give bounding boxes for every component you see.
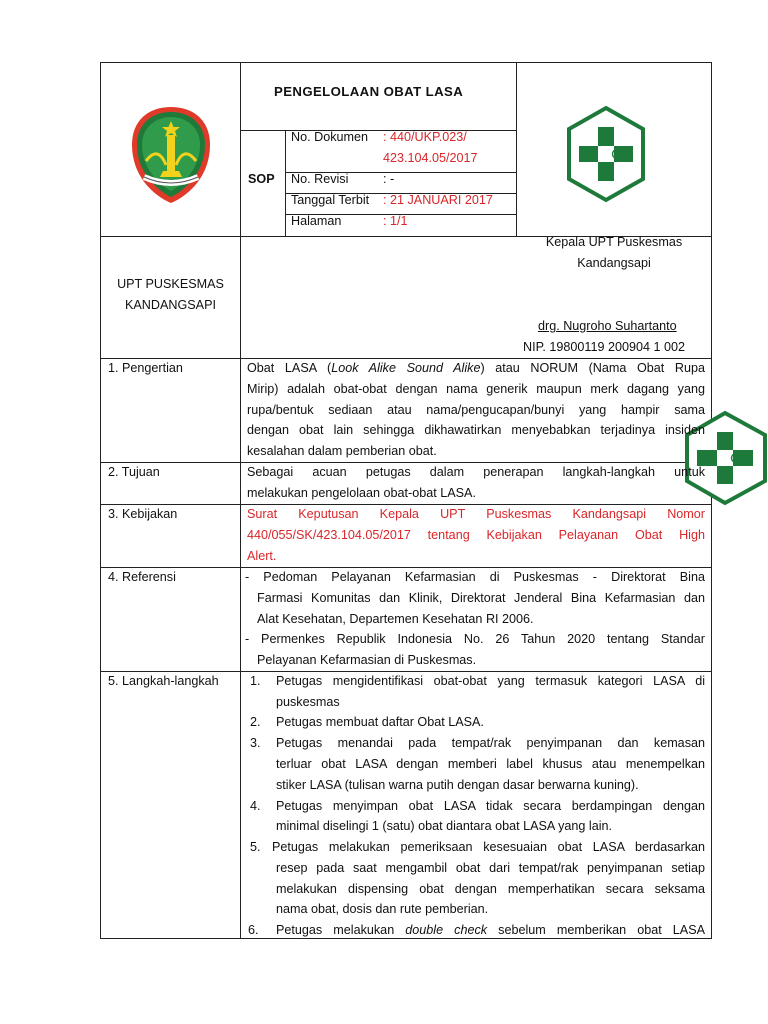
pengertian-line: rupa/bentuk sediaan atau nama/pengucapan/bunyi yang hampir sama	[247, 403, 705, 417]
doc-number-label: No. Dokumen	[291, 130, 368, 144]
document-title: PENGELOLAAN OBAT LASA	[274, 84, 464, 99]
referensi-line: - Pedoman Pelayanan Kefarmasian di Puskesmas - Direktorat Bina	[245, 570, 705, 584]
step-line: puskesmas	[276, 695, 340, 709]
step-number: 5.	[250, 840, 261, 854]
pengertian-line: Mirip) adalah obat-obat dengan nama generik maupun merk dagang yang	[247, 382, 705, 396]
tujuan-line: melakukan pengelolaan obat-obat LASA.	[247, 486, 476, 500]
issue-date-label: Tanggal Terbit	[291, 193, 370, 207]
pengertian-text: ) atau NORUM (Nama Obat Rupa	[480, 361, 705, 375]
step-number: 6.	[248, 923, 259, 937]
table-border-left	[100, 62, 101, 939]
referensi-line: Farmasi Komunitas dan Klinik, Direktorat Jenderal Bina Kefarmasian dan	[257, 591, 705, 605]
pengertian-line: dengan obat lain sehingga dikhawatirkan menyebabkan terjadinya insiden	[247, 423, 705, 437]
section-label-langkah: 5. Langkah-langkah	[108, 674, 219, 688]
revision-value: : -	[383, 172, 395, 186]
kebijakan-line: Surat Keputusan Kepala UPT Puskesmas Kandangsapi Nomor	[247, 507, 705, 521]
doc-number-value: : 440/UKP.023/	[383, 130, 467, 144]
puskesmas-logo	[565, 105, 647, 203]
pengertian-italic: Look Alike Sound Alike	[331, 361, 481, 375]
step-line: nama obat, dosis dan rute pemberian.	[276, 902, 489, 916]
step-line: Petugas melakukan pemeriksaan kesesuaian obat LASA berdasarkan	[272, 840, 705, 854]
head-nip: NIP. 19800119 200904 1 002	[523, 340, 686, 354]
step-line: resep pada saat mengambil obat dari tempat/rak penyimpanan setiap	[276, 861, 705, 875]
issue-date-value: : 21 JANUARI 2017	[383, 193, 493, 207]
step-line: minimal diselingi 1 (satu) obat diantara obat LASA yang lain.	[276, 819, 613, 833]
divider	[516, 62, 517, 236]
pengertian-line: kesalahan dalam pemberian obat.	[247, 444, 437, 458]
step-line: Petugas menandai pada tempat/rak penyimpanan dan kemasan	[276, 736, 705, 750]
page-value: : 1/1	[383, 214, 408, 228]
table-border-top	[100, 62, 712, 63]
head-title-cont: Kandangsapi	[577, 256, 651, 270]
kebijakan-line: 440/055/SK/423.104.05/2017 tentang Kebijakan Pelayanan Obat High	[247, 528, 705, 542]
org-name-cont: KANDANGSAPI	[125, 298, 216, 312]
step-text: sebelum memberikan obat LASA	[487, 923, 705, 937]
referensi-line: Alat Kesehatan, Departemen Kesehatan RI 2006.	[257, 612, 534, 626]
revision-label: No. Revisi	[291, 172, 349, 186]
step-number: 2.	[250, 715, 261, 729]
step-number: 4.	[250, 799, 261, 813]
step-line: melakukan dispensing obat dengan memperhatikan secara seksama	[276, 882, 705, 896]
pengertian-text: Obat LASA (	[247, 361, 332, 375]
kebijakan-line: Alert.	[247, 549, 277, 563]
step-line: stiker LASA (tulisan warna putih dengan dasar berwarna kuning).	[276, 778, 639, 792]
section-label-kebijakan: 3. Kebijakan	[108, 507, 178, 521]
sop-label: SOP	[248, 172, 275, 186]
step-line: Petugas mengidentifikasi obat-obat yang termasuk kategori LASA di	[276, 674, 705, 688]
divider	[285, 130, 286, 236]
step-text: Petugas melakukan	[276, 923, 406, 937]
step-number: 3.	[250, 736, 261, 750]
tujuan-line: Sebagai acuan petugas dalam penerapan langkah-langkah untuk	[247, 465, 705, 479]
step-line	[276, 920, 705, 941]
org-name: UPT PUSKESMAS	[117, 277, 224, 291]
regional-crest-logo	[130, 105, 212, 205]
divider	[240, 62, 241, 938]
section-label-tujuan: 2. Tujuan	[108, 465, 160, 479]
section-label-referensi: 4. Referensi	[108, 570, 176, 584]
head-signatory-name: drg. Nugroho Suhartanto	[538, 319, 677, 333]
step-line: terluar obat LASA dengan memberi label khusus atau menempelkan	[276, 757, 705, 771]
step-line: Petugas menyimpan obat LASA tidak secara berdampingan dengan	[276, 799, 705, 813]
head-title: Kepala UPT Puskesmas	[545, 235, 683, 249]
step-number: 1.	[250, 674, 261, 688]
section-label-pengertian: 1. Pengertian	[108, 361, 183, 375]
referensi-line: - Permenkes Republik Indonesia No. 26 Tahun 2020 tentang Standar	[245, 632, 705, 646]
step-italic: double check	[405, 923, 488, 937]
step-line: Petugas membuat daftar Obat LASA.	[276, 715, 484, 729]
referensi-line: Pelayanan Kefarmasian di Puskesmas.	[257, 653, 477, 667]
page-label: Halaman	[291, 214, 342, 228]
doc-number-value-cont: 423.104.05/2017	[383, 151, 478, 165]
divider	[240, 130, 516, 131]
pengertian-line	[247, 358, 705, 379]
